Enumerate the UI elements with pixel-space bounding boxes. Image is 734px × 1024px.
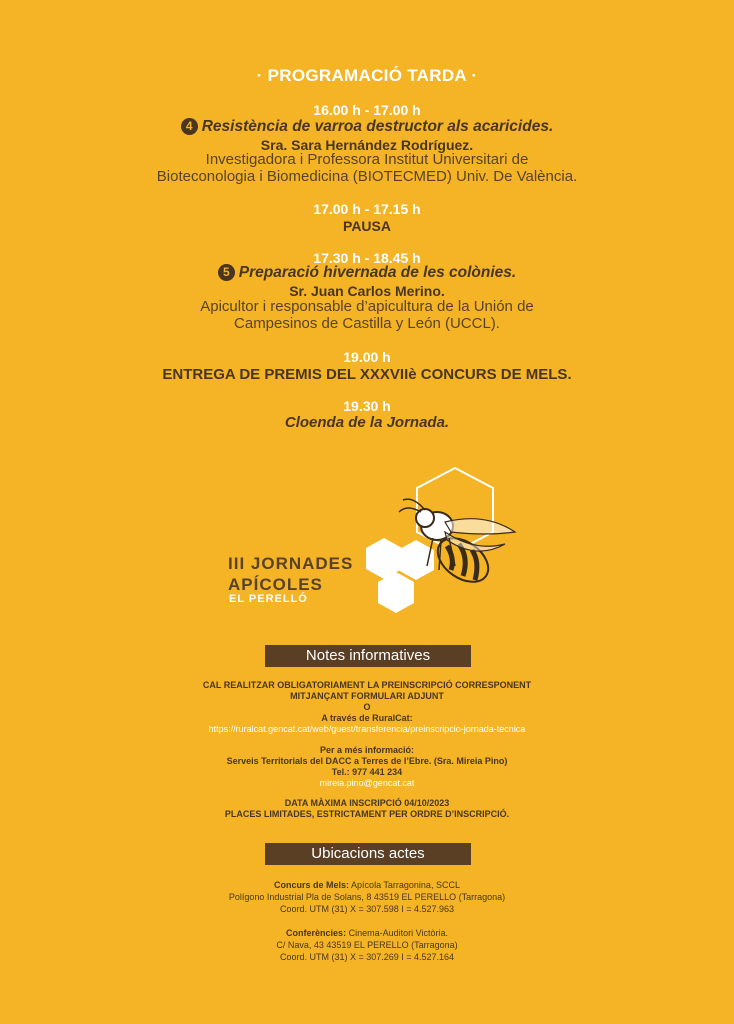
session4-desc-line1: Investigadora i Professora Institut Universitari de <box>205 151 529 168</box>
program-title: · PROGRAMACIÓ TARDA · <box>256 66 478 85</box>
concurs-name: Apícola Tarragonina, SCCL <box>349 880 460 890</box>
places-limited: PLACES LIMITADES, ESTRICTAMENT PER ORDRE D’INSCRIPCIÓ. <box>224 809 510 819</box>
logo-subtitle: EL PERELLÓ <box>229 593 308 605</box>
concurs-address: Polígono Industrial Pla de Solans, 8 43519 EL PERELLO (Tarragona) <box>228 892 506 902</box>
conf-name-line <box>0 927 734 939</box>
pause-label: PAUSA <box>343 218 391 234</box>
conf-address: C/ Nava, 43 43519 EL PERELLO (Tarragona) <box>276 940 458 950</box>
session4-time: 16.00 h - 17.00 h <box>313 102 421 118</box>
logo-line1: III JORNADES <box>228 554 354 573</box>
session4-talk-title: Resistència de varroa destructor als acaricides. <box>201 118 554 135</box>
info-line1: Per a més informació: <box>319 745 415 755</box>
session5-desc-line1: Apicultor i responsable d’apicultura de la Unión de <box>200 298 534 315</box>
session5-talk <box>0 264 734 282</box>
info-email-link[interactable]: mireia.pino@gencat.cat <box>319 778 415 788</box>
pause-time: 17.00 h - 17.15 h <box>313 201 421 217</box>
concurs-name-line <box>0 879 734 891</box>
notes-line4: A través de RuralCat: <box>321 713 413 723</box>
session4-speaker: Sra. Sara Hernández Rodríguez. <box>260 137 474 153</box>
session5-time: 17.30 h - 18.45 h <box>313 250 421 266</box>
closing-label: Cloenda de la Jornada. <box>284 414 450 431</box>
session5-speaker: Sr. Juan Carlos Merino. <box>289 283 445 299</box>
ruralcat-link[interactable]: https://ruralcat.gencat.cat/web/guest/transferencia/preinscripcio-jornada-tecnica <box>208 724 526 734</box>
concurs-label: Concurs de Mels: <box>274 880 350 890</box>
conf-coordinates: Coord. UTM (31) X = 307.269 I = 4.527.164 <box>279 952 455 962</box>
info-line2: Serveis Territorials del DACC a Terres de l’Ebre. (Sra. Mireia Pino) <box>226 756 508 766</box>
session-number-badge: 4 <box>181 118 198 135</box>
deadline: DATA MÀXIMA INSCRIPCIÓ 04/10/2023 <box>284 798 450 808</box>
conf-label: Conferències: <box>286 928 347 938</box>
notes-header: Notes informatives <box>265 645 471 667</box>
locations-header: Ubicacions actes <box>265 843 471 865</box>
logo-line2: APÍCOLES <box>228 575 323 594</box>
session4-talk <box>0 118 734 136</box>
info-phone: Tel.: 977 441 234 <box>331 767 403 777</box>
notes-line1: CAL REALITZAR OBLIGATORIAMENT LA PREINSCRIPCIÓ CORRESPONENT <box>202 680 532 690</box>
conf-name: Cinema-Auditori Victòria. <box>346 928 448 938</box>
concurs-coordinates: Coord. UTM (31) X = 307.598 I = 4.527.963 <box>279 904 455 914</box>
awards-label: ENTREGA DE PREMIS DEL XXXVIIè CONCURS DE MELS. <box>162 366 572 383</box>
session4-desc-line2: Bioteconologia i Biomedicina (BIOTECMED) Univ. De València. <box>156 168 578 185</box>
awards-time: 19.00 h <box>343 349 391 365</box>
notes-line2: MITJANÇANT FORMULARI ADJUNT <box>290 691 444 701</box>
session5-talk-title: Preparació hivernada de les colònies. <box>238 264 517 281</box>
session5-desc-line2: Campesinos de Castilla y León (UCCL). <box>234 315 500 332</box>
logo-title <box>228 553 353 595</box>
session-number-badge: 5 <box>218 264 235 281</box>
notes-line3: O <box>363 702 371 712</box>
closing-time: 19.30 h <box>343 398 391 414</box>
bee-hexagon-logo <box>355 466 525 616</box>
